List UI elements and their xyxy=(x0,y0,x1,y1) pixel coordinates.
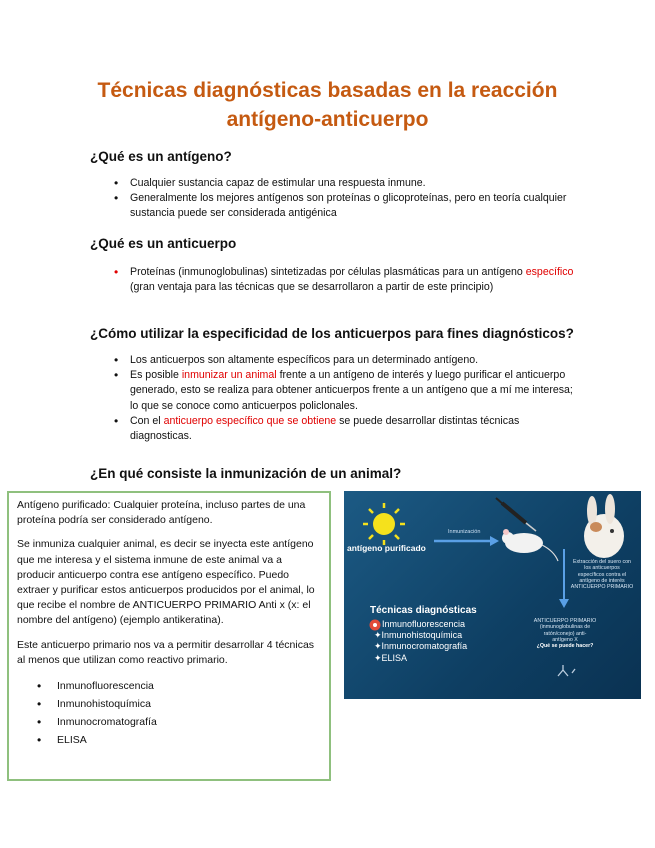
extraction-text xyxy=(566,559,638,590)
technique-label: Inmunohistoquímica xyxy=(381,630,463,641)
technique-item: ✦Inmunohistoquímica xyxy=(374,630,463,641)
primary-line: antígeno X xyxy=(552,636,578,643)
item-text: Proteínas (inmunoglobulinas) sintetizadas por células plasmáticas para un antígeno xyxy=(130,266,526,278)
list-item xyxy=(108,414,578,444)
extraction-line: los anticuerpos xyxy=(584,565,620,572)
item-text: se puede desarrollar distintas técnicas diagnosticas. xyxy=(130,414,520,443)
item-text: Con el xyxy=(130,414,164,427)
list-item: • Inmunohistoquímica xyxy=(17,695,321,713)
heading-specificity: ¿Cómo utilizar la especificidad de los anticuerpos para fines diagnósticos? xyxy=(90,326,574,341)
techniques-list xyxy=(374,619,468,664)
box-paragraph: Se inmuniza cualquier animal, es decir se inyecta este antígeno que me interesa y el sistema inmune de este animal va a producir anticuerpo contra ese antígeno específico. Puedo extraer y purificar estos anticuerpos producidos por el animal, lo que recibe el nombre de ANTICUERPO PRIMARIO Anti x (x: el nombre del antígeno) (ejemplo antikeratina). xyxy=(17,538,315,627)
technique-item: ✦Inmunocromatografía xyxy=(374,641,468,652)
list-item: • Inmunofluorescencia xyxy=(17,677,321,695)
arrow-icon xyxy=(434,536,499,546)
antibody-list xyxy=(108,265,578,295)
page-title xyxy=(40,76,615,134)
sun-icon xyxy=(363,503,405,545)
primary-line: ANTICUERPO PRIMARIO xyxy=(533,618,597,624)
specificity-list xyxy=(108,353,578,444)
technique-list xyxy=(17,677,321,749)
immunization-slide xyxy=(344,491,641,699)
rabbit-icon xyxy=(584,494,624,558)
extraction-line: ANTICUERPO PRIMARIO xyxy=(570,584,634,591)
primary-line: ratón/conejo) anti- xyxy=(543,630,587,637)
question-line: ¿Qué se puede hacer? xyxy=(536,643,594,650)
item-text: frente a un antígeno de interés y luego purificar el anticuerpo generado, esto se realiza para obtener anticuerpos frente a un antígeno que a mí me interesa; lo que se conoce como anticuerpos policlonales. xyxy=(130,369,573,412)
antigen-label: antígeno purificado xyxy=(347,543,426,553)
item-text: (gran ventaja para las técnicas que se desarrollaron a partir de este principio) xyxy=(130,281,494,294)
technique-label: ELISA xyxy=(381,652,408,663)
heading-antibody: ¿Qué es un anticuerpo xyxy=(90,236,237,251)
highlight-text: inmunizar un animal xyxy=(181,369,277,382)
technique-item: Inmunofluorescencia xyxy=(382,619,466,629)
technique-label: Inmunocromatografía xyxy=(381,641,468,652)
list-item: • Inmunocromatografía xyxy=(17,713,321,731)
extraction-line: antígeno de interés xyxy=(579,577,625,584)
highlight-text: anticuerpo específico que se obtiene xyxy=(163,414,337,427)
list-item: • Los anticuerpos son altamente específicos para un determinado antígeno. xyxy=(108,353,578,368)
extraction-line: específicos contra el xyxy=(577,571,627,578)
heading-antigen: ¿Qué es un antígeno? xyxy=(90,149,232,164)
techniques-title: Técnicas diagnósticas xyxy=(370,605,477,616)
item-text: Es posible xyxy=(130,369,182,382)
mouse-icon xyxy=(502,529,558,561)
target-icon xyxy=(370,620,381,631)
primary-line: (inmunoglobulinas de xyxy=(539,624,591,631)
list-item xyxy=(108,265,578,295)
technique-item: ✦ELISA xyxy=(374,652,408,663)
page-title-line1: Técnicas diagnósticas basadas en la reacción xyxy=(97,79,558,102)
heading-immunization: ¿En qué consiste la inmunización de un animal? xyxy=(90,466,402,481)
antibody-icon xyxy=(558,665,575,676)
page-title-line2: antígeno-anticuerpo xyxy=(226,108,429,131)
list-item: • Cualquier sustancia capaz de estimular una respuesta inmune. xyxy=(108,176,578,191)
box-paragraph: Este anticuerpo primario nos va a permitir desarrollar 4 técnicas al menos que utilizan como reactivo primario. xyxy=(17,638,315,666)
syringe-icon xyxy=(496,498,536,531)
primary-antibody-text xyxy=(522,618,608,649)
arrow-label: Inmunización xyxy=(448,529,481,535)
highlight-text: específico xyxy=(525,266,574,278)
list-item: • ELISA xyxy=(17,731,321,749)
list-item xyxy=(108,368,578,414)
box-paragraph: Antígeno purificado: Cualquier proteína, incluso partes de una proteína podría ser considerado antígeno. xyxy=(17,499,306,527)
antigen-list xyxy=(108,176,578,222)
list-item: • Generalmente los mejores antígenos son proteínas o glicoproteínas, pero en teoría cualquier sustancia puede ser considerada antigénica xyxy=(108,191,578,221)
extraction-line: Extracción del suero con xyxy=(572,559,631,565)
explanation-box xyxy=(7,491,331,781)
